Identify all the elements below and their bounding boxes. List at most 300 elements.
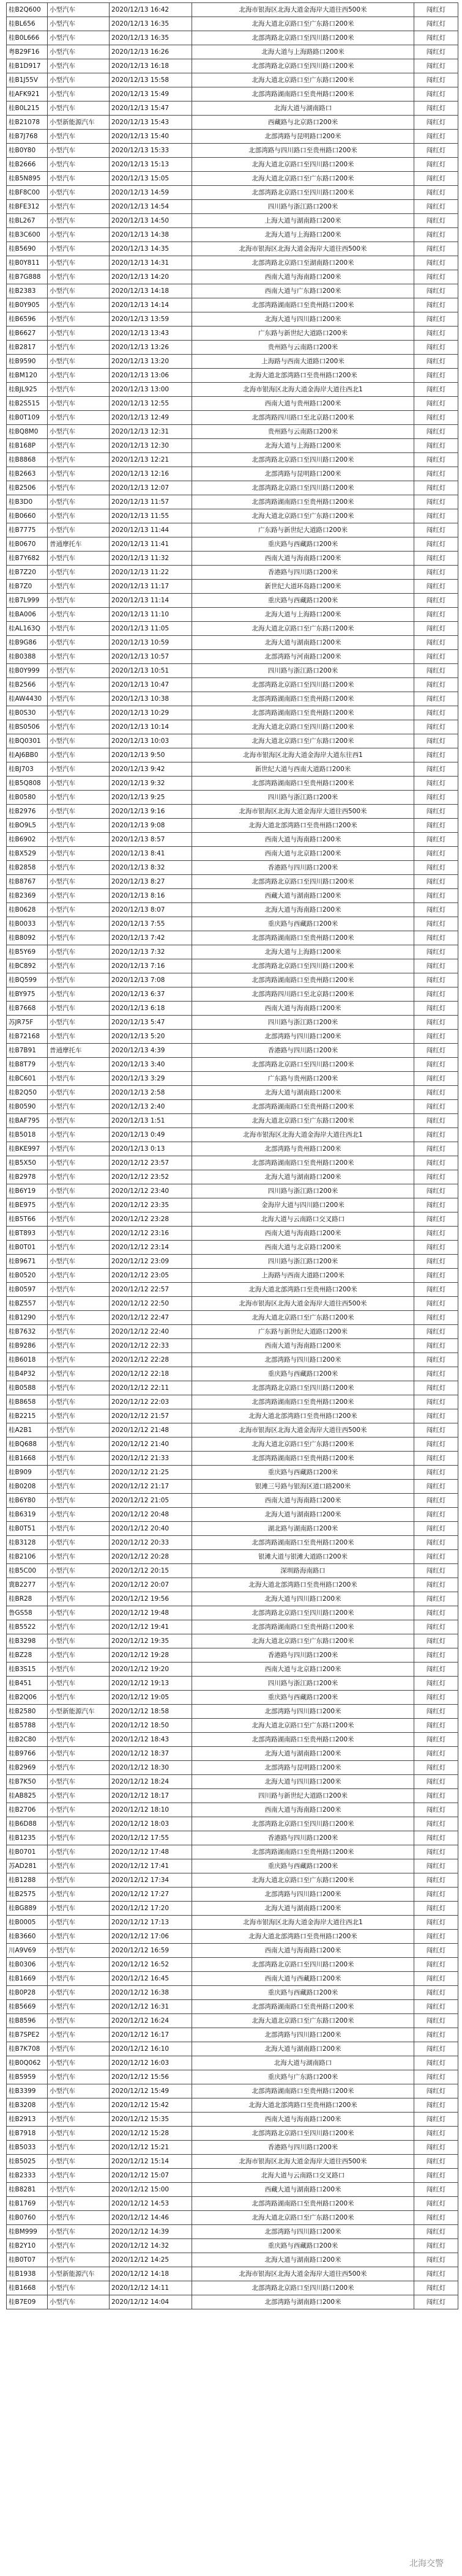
vehicle-type-cell: 小型汽车: [48, 355, 110, 369]
violation-type-cell: 闯红灯: [414, 889, 458, 903]
vehicle-type-cell: 小型汽车: [48, 889, 110, 903]
vehicle-type-cell: 小型汽车: [48, 1958, 110, 1972]
violation-type-cell: 闯红灯: [414, 720, 458, 734]
plate-number-cell: 桂B4P32: [7, 1367, 48, 1381]
violation-type-cell: 闯红灯: [414, 1241, 458, 1255]
violation-location-cell: 北部湾路湖南路口至贵州路口200米: [192, 1100, 414, 1114]
violation-time-cell: 2020/12/13 16:35: [110, 17, 192, 31]
violation-location-cell: 北部湾路北京路口至四川路口200米: [192, 59, 414, 73]
plate-number-cell: 桂B8092: [7, 931, 48, 945]
violation-type-cell: 闯红灯: [414, 1761, 458, 1775]
table-row: [7, 1339, 458, 1353]
violation-location-cell: 北部湾路与河南路口200米: [192, 650, 414, 664]
violation-time-cell: 2020/12/12 23:16: [110, 1227, 192, 1241]
violation-time-cell: 2020/12/12 15:21: [110, 2141, 192, 2155]
table-row: [7, 1747, 458, 1761]
vehicle-type-cell: 小型汽车: [48, 1128, 110, 1142]
violation-location-cell: 西南大道与海南路口200米: [192, 1339, 414, 1353]
violation-time-cell: 2020/12/12 21:40: [110, 1437, 192, 1452]
table-row: [7, 369, 458, 383]
violation-type-cell: 闯红灯: [414, 355, 458, 369]
plate-number-cell: 桂BM999: [7, 2225, 48, 2239]
table-row: [7, 1452, 458, 1466]
table-row: [7, 1044, 458, 1058]
table-row: [7, 1114, 458, 1128]
table-row: [7, 2155, 458, 2169]
violation-location-cell: 北海大道与上海路路口200米: [192, 45, 414, 59]
violation-location-cell: 北部湾路与四川路口200米: [192, 1030, 414, 1044]
violation-location-cell: 北部湾路北京路口至四川路口200米: [192, 481, 414, 495]
violation-location-cell: 上海路与西南大道路口200米: [192, 355, 414, 369]
table-row: [7, 101, 458, 116]
violation-time-cell: 2020/12/13 9:08: [110, 819, 192, 833]
violation-type-cell: 闯红灯: [414, 959, 458, 973]
violation-type-cell: 闯红灯: [414, 1705, 458, 1719]
table-row: [7, 2169, 458, 2183]
violation-type-cell: 闯红灯: [414, 1620, 458, 1634]
vehicle-type-cell: 小型汽车: [48, 1086, 110, 1100]
violation-type-cell: 闯红灯: [414, 650, 458, 664]
violation-location-cell: 北部湾路与湖南路口200米: [192, 2295, 414, 2309]
violation-time-cell: 2020/12/12 19:13: [110, 1677, 192, 1691]
violation-type-cell: 闯红灯: [414, 369, 458, 383]
plate-number-cell: 桂B2978: [7, 1170, 48, 1184]
violation-time-cell: 2020/12/13 15:58: [110, 73, 192, 87]
table-row: [7, 1817, 458, 1831]
vehicle-type-cell: 小型汽车: [48, 819, 110, 833]
table-row: [7, 2197, 458, 2211]
vehicle-type-cell: 小型汽车: [48, 1592, 110, 1606]
plate-number-cell: 桂B0Y999: [7, 664, 48, 678]
vehicle-type-cell: 小型汽车: [48, 2155, 110, 2169]
violation-type-cell: 闯红灯: [414, 1592, 458, 1606]
plate-number-cell: 桂BJ703: [7, 762, 48, 777]
violation-type-cell: 闯红灯: [414, 594, 458, 608]
plate-number-cell: 桂A2B1: [7, 1423, 48, 1437]
violation-location-cell: 北部湾路与昆明路口200米: [192, 467, 414, 481]
violation-type-cell: 闯红灯: [414, 1972, 458, 1986]
plate-number-cell: 桂B2Q600: [7, 3, 48, 17]
violation-type-cell: 闯红灯: [414, 1494, 458, 1508]
violation-location-cell: 北部湾路与四川路口200米: [192, 1888, 414, 1902]
violation-time-cell: 2020/12/12 15:14: [110, 2155, 192, 2169]
vehicle-type-cell: 小型汽车: [48, 1859, 110, 1873]
vehicle-type-cell: 小型汽车: [48, 2113, 110, 2127]
plate-number-cell: 粤B29F16: [7, 45, 48, 59]
table-row: [7, 158, 458, 172]
violation-type-cell: 闯红灯: [414, 2225, 458, 2239]
plate-number-cell: 桂B5X50: [7, 1156, 48, 1170]
plate-number-cell: 桂BO9L5: [7, 819, 48, 833]
violation-location-cell: 北部湾路与贵州路口200米: [192, 1142, 414, 1156]
table-row: [7, 397, 458, 411]
table-row: [7, 1030, 458, 1044]
plate-number-cell: 桂B6596: [7, 312, 48, 327]
violation-time-cell: 2020/12/12 21:05: [110, 1494, 192, 1508]
violation-type-cell: 闯红灯: [414, 931, 458, 945]
violation-type-cell: 闯红灯: [414, 2042, 458, 2056]
plate-number-cell: 桂BS0506: [7, 720, 48, 734]
vehicle-type-cell: 小型汽车: [48, 2056, 110, 2070]
violation-location-cell: 北部湾路湖南路口至贵州路口200米: [192, 692, 414, 706]
violation-location-cell: 北部湾路湖南路口至贵州路口200米: [192, 298, 414, 312]
plate-number-cell: 桂BQ688: [7, 1437, 48, 1452]
violation-time-cell: 2020/12/13 14:14: [110, 298, 192, 312]
table-row: [7, 214, 458, 228]
vehicle-type-cell: 小型汽车: [48, 1677, 110, 1691]
table-row: [7, 594, 458, 608]
vehicle-type-cell: 小型汽车: [48, 1466, 110, 1480]
vehicle-type-cell: 小型汽车: [48, 2014, 110, 2028]
violation-time-cell: 2020/12/13 13:06: [110, 369, 192, 383]
violation-type-cell: 闯红灯: [414, 1437, 458, 1452]
violation-time-cell: 2020/12/12 19:28: [110, 1648, 192, 1663]
plate-number-cell: 桂B5033: [7, 2141, 48, 2155]
table-row: [7, 1958, 458, 1972]
vehicle-type-cell: 小型汽车: [48, 2183, 110, 2197]
plate-number-cell: 桂B5C00: [7, 1564, 48, 1578]
plate-number-cell: 桂BR28: [7, 1592, 48, 1606]
violation-time-cell: 2020/12/12 22:57: [110, 1283, 192, 1297]
violation-time-cell: 2020/12/13 1:51: [110, 1114, 192, 1128]
vehicle-type-cell: 小型新能源汽车: [48, 1705, 110, 1719]
violation-time-cell: 2020/12/12 22:03: [110, 1395, 192, 1409]
table-row: [7, 1522, 458, 1536]
violation-location-cell: 北部湾路湖南路口至贵州路口200米: [192, 777, 414, 791]
table-row: [7, 242, 458, 256]
violation-location-cell: 重庆路与西藏路口200米: [192, 1986, 414, 2000]
vehicle-type-cell: 小型汽车: [48, 158, 110, 172]
plate-number-cell: 桂B3208: [7, 2098, 48, 2113]
plate-number-cell: 桂B0597: [7, 1283, 48, 1297]
plate-number-cell: 桂BJL925: [7, 383, 48, 397]
violation-location-cell: 北海大道与湖南路口200米: [192, 636, 414, 650]
plate-number-cell: 桂B5T66: [7, 1212, 48, 1227]
vehicle-type-cell: 小型汽车: [48, 1620, 110, 1634]
vehicle-type-cell: 小型汽车: [48, 1353, 110, 1367]
violation-time-cell: 2020/12/13 2:40: [110, 1100, 192, 1114]
table-row: [7, 2183, 458, 2197]
violation-location-cell: 上海路与西南大道路口200米: [192, 1269, 414, 1283]
plate-number-cell: 桂BC601: [7, 1072, 48, 1086]
violation-location-cell: 北部湾路湖南路口至贵州路口200米: [192, 2084, 414, 2098]
vehicle-type-cell: 小型汽车: [48, 1606, 110, 1620]
table-row: [7, 791, 458, 805]
violation-type-cell: 闯红灯: [414, 945, 458, 959]
plate-number-cell: 桂B7Y682: [7, 552, 48, 566]
plate-number-cell: 桂B451: [7, 1677, 48, 1691]
violation-location-cell: 西南大道与北京路口200米: [192, 1241, 414, 1255]
violation-time-cell: 2020/12/13 15:43: [110, 116, 192, 130]
plate-number-cell: 桂B9766: [7, 1747, 48, 1761]
violation-type-cell: 闯红灯: [414, 1747, 458, 1761]
violation-location-cell: 重庆路与西藏路口200米: [192, 917, 414, 931]
violation-type-cell: 闯红灯: [414, 59, 458, 73]
violation-type-cell: 闯红灯: [414, 158, 458, 172]
table-row: [7, 1705, 458, 1719]
plate-number-cell: 桂BT893: [7, 1227, 48, 1241]
violation-location-cell: 北海大道与上海路口200米: [192, 439, 414, 453]
violation-type-cell: 闯红灯: [414, 383, 458, 397]
table-row: [7, 1564, 458, 1578]
violation-type-cell: 闯红灯: [414, 228, 458, 242]
violation-time-cell: 2020/12/12 15:07: [110, 2169, 192, 2183]
violation-location-cell: 北部湾路北京路口至四川路口200米: [192, 1606, 414, 1620]
vehicle-type-cell: 小型汽车: [48, 1255, 110, 1269]
violation-location-cell: 北部湾路湖南路口至贵州路口200米: [192, 1536, 414, 1550]
violation-type-cell: 闯红灯: [414, 1423, 458, 1437]
table-row: [7, 1269, 458, 1283]
violation-location-cell: 金海岸大道与四川路口200米: [192, 1198, 414, 1212]
violation-type-cell: 闯红灯: [414, 2000, 458, 2014]
plate-number-cell: 桂BC892: [7, 959, 48, 973]
violation-type-cell: 闯红灯: [414, 1944, 458, 1958]
violation-type-cell: 闯红灯: [414, 1958, 458, 1972]
violation-location-cell: 北部湾路湖南路口至贵州路口200米: [192, 1452, 414, 1466]
plate-number-cell: 鲁GS58: [7, 1606, 48, 1620]
plate-number-cell: 桂B168P: [7, 439, 48, 453]
violation-type-cell: 闯红灯: [414, 1325, 458, 1339]
violation-location-cell: 银滩大道与银滩大道路口200米: [192, 1550, 414, 1564]
plate-number-cell: 桂B7632: [7, 1325, 48, 1339]
plate-number-cell: 桂BE975: [7, 1198, 48, 1212]
table-row: [7, 341, 458, 355]
table-row: [7, 1888, 458, 1902]
vehicle-type-cell: 小型汽车: [48, 1016, 110, 1030]
violation-location-cell: 四川路与浙江路口200米: [192, 1677, 414, 1691]
table-row: [7, 847, 458, 861]
plate-number-cell: 桂B5Y69: [7, 945, 48, 959]
violation-type-cell: 闯红灯: [414, 1775, 458, 1789]
violation-type-cell: 闯红灯: [414, 987, 458, 1002]
violation-location-cell: 北海大道与湖南路口200米: [192, 1508, 414, 1522]
table-row: [7, 1536, 458, 1550]
table-row: [7, 495, 458, 509]
violation-location-cell: 北部湾路与四川路口200米: [192, 2225, 414, 2239]
table-row: [7, 1845, 458, 1859]
table-row: [7, 1902, 458, 1916]
plate-number-cell: 桂AFK921: [7, 87, 48, 101]
table-row: [7, 228, 458, 242]
vehicle-type-cell: 小型汽车: [48, 636, 110, 650]
violation-time-cell: 2020/12/13 14:20: [110, 270, 192, 284]
plate-number-cell: 桂B2369: [7, 889, 48, 903]
violation-time-cell: 2020/12/12 18:37: [110, 1747, 192, 1761]
vehicle-type-cell: 小型汽车: [48, 2028, 110, 2042]
violation-type-cell: 闯红灯: [414, 2211, 458, 2225]
vehicle-type-cell: 小型汽车: [48, 2070, 110, 2084]
violation-type-cell: 闯红灯: [414, 1916, 458, 1930]
violation-type-cell: 闯红灯: [414, 1691, 458, 1705]
violation-type-cell: 闯红灯: [414, 397, 458, 411]
vehicle-type-cell: 小型汽车: [48, 1733, 110, 1747]
table-row: [7, 1592, 458, 1606]
vehicle-type-cell: 小型汽车: [48, 903, 110, 917]
violation-time-cell: 2020/12/12 16:10: [110, 2042, 192, 2056]
plate-number-cell: 桂BQ599: [7, 973, 48, 987]
table-row: [7, 636, 458, 650]
violation-location-cell: 重庆路与西藏路口200米: [192, 537, 414, 552]
plate-number-cell: 桂B6Y19: [7, 1184, 48, 1198]
table-row: [7, 1002, 458, 1016]
table-row: [7, 1663, 458, 1677]
table-row: [7, 1212, 458, 1227]
vehicle-type-cell: 小型汽车: [48, 17, 110, 31]
violation-type-cell: 闯红灯: [414, 1873, 458, 1888]
plate-number-cell: 桂B0628: [7, 903, 48, 917]
vehicle-type-cell: 小型汽车: [48, 2211, 110, 2225]
violation-location-cell: 北海大道北部湾路口至贵州路口200米: [192, 1578, 414, 1592]
plate-number-cell: 桂B6902: [7, 833, 48, 847]
violation-type-cell: 闯红灯: [414, 791, 458, 805]
vehicle-type-cell: 小型汽车: [48, 2000, 110, 2014]
plate-number-cell: 桂B5690: [7, 242, 48, 256]
violation-type-cell: 闯红灯: [414, 2155, 458, 2169]
vehicle-type-cell: 小型汽车: [48, 762, 110, 777]
vehicle-type-cell: 小型汽车: [48, 1902, 110, 1916]
plate-number-cell: 桂B1668: [7, 2281, 48, 2295]
table-row: [7, 959, 458, 973]
violation-time-cell: 2020/12/12 20:28: [110, 1550, 192, 1564]
violation-type-cell: 闯红灯: [414, 214, 458, 228]
vehicle-type-cell: 小型汽车: [48, 1761, 110, 1775]
plate-number-cell: 桂B2215: [7, 1409, 48, 1423]
violation-type-cell: 闯红灯: [414, 2281, 458, 2295]
vehicle-type-cell: 小型汽车: [48, 1845, 110, 1859]
violation-time-cell: 2020/12/12 20:15: [110, 1564, 192, 1578]
violation-time-cell: 2020/12/13 9:32: [110, 777, 192, 791]
violation-time-cell: 2020/12/13 12:30: [110, 439, 192, 453]
table-row: [7, 1395, 458, 1409]
vehicle-type-cell: 小型汽车: [48, 973, 110, 987]
table-row: [7, 1283, 458, 1297]
vehicle-type-cell: 小型汽车: [48, 1480, 110, 1494]
violation-location-cell: 北海市银海区北海大道金海岸大道往西北1: [192, 383, 414, 397]
vehicle-type-cell: 小型汽车: [48, 987, 110, 1002]
violation-location-cell: 香港路与四川路口200米: [192, 566, 414, 580]
violation-location-cell: 北海大道北部湾路口至贵州路口200米: [192, 2098, 414, 2113]
violation-type-cell: 闯红灯: [414, 453, 458, 467]
violation-time-cell: 2020/12/12 19:05: [110, 1691, 192, 1705]
plate-number-cell: 桂B0L666: [7, 31, 48, 45]
table-row: [7, 1325, 458, 1339]
violation-time-cell: 2020/12/13 14:59: [110, 186, 192, 200]
violation-type-cell: 闯红灯: [414, 1648, 458, 1663]
violation-time-cell: 2020/12/12 20:33: [110, 1536, 192, 1550]
violation-time-cell: 2020/12/12 15:49: [110, 2084, 192, 2098]
table-row: [7, 1761, 458, 1775]
violation-time-cell: 2020/12/13 12:07: [110, 481, 192, 495]
violation-time-cell: 2020/12/12 19:56: [110, 1592, 192, 1606]
table-row: [7, 2239, 458, 2253]
violation-type-cell: 闯红灯: [414, 1227, 458, 1241]
violation-time-cell: 2020/12/13 10:59: [110, 636, 192, 650]
plate-number-cell: 桂B6018: [7, 1353, 48, 1367]
vehicle-type-cell: 小型汽车: [48, 1648, 110, 1663]
table-row: [7, 861, 458, 875]
violation-time-cell: 2020/12/13 9:25: [110, 791, 192, 805]
violation-location-cell: 四川路与浙江路口200米: [192, 664, 414, 678]
violation-type-cell: 闯红灯: [414, 1002, 458, 1016]
violation-location-cell: 四川路与浙江路口200米: [192, 200, 414, 214]
violation-time-cell: 2020/12/12 16:24: [110, 2014, 192, 2028]
violation-type-cell: 闯红灯: [414, 1677, 458, 1691]
vehicle-type-cell: 小型汽车: [48, 101, 110, 116]
plate-number-cell: 桂B0T109: [7, 411, 48, 425]
table-row: [7, 327, 458, 341]
violation-time-cell: 2020/12/12 20:48: [110, 1508, 192, 1522]
violation-time-cell: 2020/12/12 14:32: [110, 2239, 192, 2253]
plate-number-cell: 桂B5788: [7, 1719, 48, 1733]
violation-location-cell: 北海大道北京路口至广东路口200米: [192, 73, 414, 87]
violation-time-cell: 2020/12/13 16:42: [110, 3, 192, 17]
violation-type-cell: 闯红灯: [414, 1522, 458, 1536]
plate-number-cell: 桂B0T07: [7, 2253, 48, 2267]
violation-time-cell: 2020/12/12 19:20: [110, 1663, 192, 1677]
violation-time-cell: 2020/12/12 14:04: [110, 2295, 192, 2309]
vehicle-type-cell: 小型汽车: [48, 397, 110, 411]
violation-type-cell: 闯红灯: [414, 2169, 458, 2183]
violation-type-cell: 闯红灯: [414, 861, 458, 875]
table-row: [7, 45, 458, 59]
violation-time-cell: 2020/12/12 22:18: [110, 1367, 192, 1381]
violation-time-cell: 2020/12/13 8:32: [110, 861, 192, 875]
table-row: [7, 1016, 458, 1030]
table-row: [7, 1198, 458, 1212]
violation-time-cell: 2020/12/13 2:58: [110, 1086, 192, 1100]
table-row: [7, 1409, 458, 1423]
violation-location-cell: 北海大道北京路口至广东路口200米: [192, 1719, 414, 1733]
violation-location-cell: 香港路与四川路口200米: [192, 1044, 414, 1058]
violation-location-cell: 北海大道北京路口至广东路口200米: [192, 2211, 414, 2225]
violation-type-cell: 闯红灯: [414, 87, 458, 101]
plate-number-cell: 桂B0660: [7, 509, 48, 523]
table-row: [7, 833, 458, 847]
violation-table-body: [7, 3, 458, 2309]
violation-location-cell: 西南大道与海南路口200米: [192, 1002, 414, 1016]
plate-number-cell: 桂B2666: [7, 158, 48, 172]
vehicle-type-cell: 小型汽车: [48, 734, 110, 748]
vehicle-type-cell: 小型汽车: [48, 284, 110, 298]
table-row: [7, 580, 458, 594]
violation-type-cell: 闯红灯: [414, 1550, 458, 1564]
violation-type-cell: 闯红灯: [414, 1733, 458, 1747]
plate-number-cell: 桂B0306: [7, 1958, 48, 1972]
plate-number-cell: 桂BZ28: [7, 1648, 48, 1663]
table-row: [7, 1170, 458, 1184]
table-row: [7, 467, 458, 481]
plate-number-cell: 桂AW4430: [7, 692, 48, 706]
violation-type-cell: 闯红灯: [414, 73, 458, 87]
violation-type-cell: 闯红灯: [414, 1888, 458, 1902]
violation-time-cell: 2020/12/13 0:13: [110, 1142, 192, 1156]
violation-time-cell: 2020/12/13 14:35: [110, 242, 192, 256]
violation-location-cell: 北部湾路与昆明路口200米: [192, 1761, 414, 1775]
table-row: [7, 720, 458, 734]
vehicle-type-cell: 小型汽车: [48, 1072, 110, 1086]
plate-number-cell: 桂B2506: [7, 481, 48, 495]
violation-time-cell: 2020/12/13 9:50: [110, 748, 192, 762]
plate-number-cell: 桂B5959: [7, 2070, 48, 2084]
table-row: [7, 256, 458, 270]
plate-number-cell: 桂BM120: [7, 369, 48, 383]
table-row: [7, 2295, 458, 2309]
violation-time-cell: 2020/12/12 15:42: [110, 2098, 192, 2113]
violation-location-cell: 北海大道与湖南路口200米: [192, 1747, 414, 1761]
vehicle-type-cell: 小型汽车: [48, 664, 110, 678]
violation-time-cell: 2020/12/13 12:49: [110, 411, 192, 425]
plate-number-cell: 桂B2663: [7, 467, 48, 481]
